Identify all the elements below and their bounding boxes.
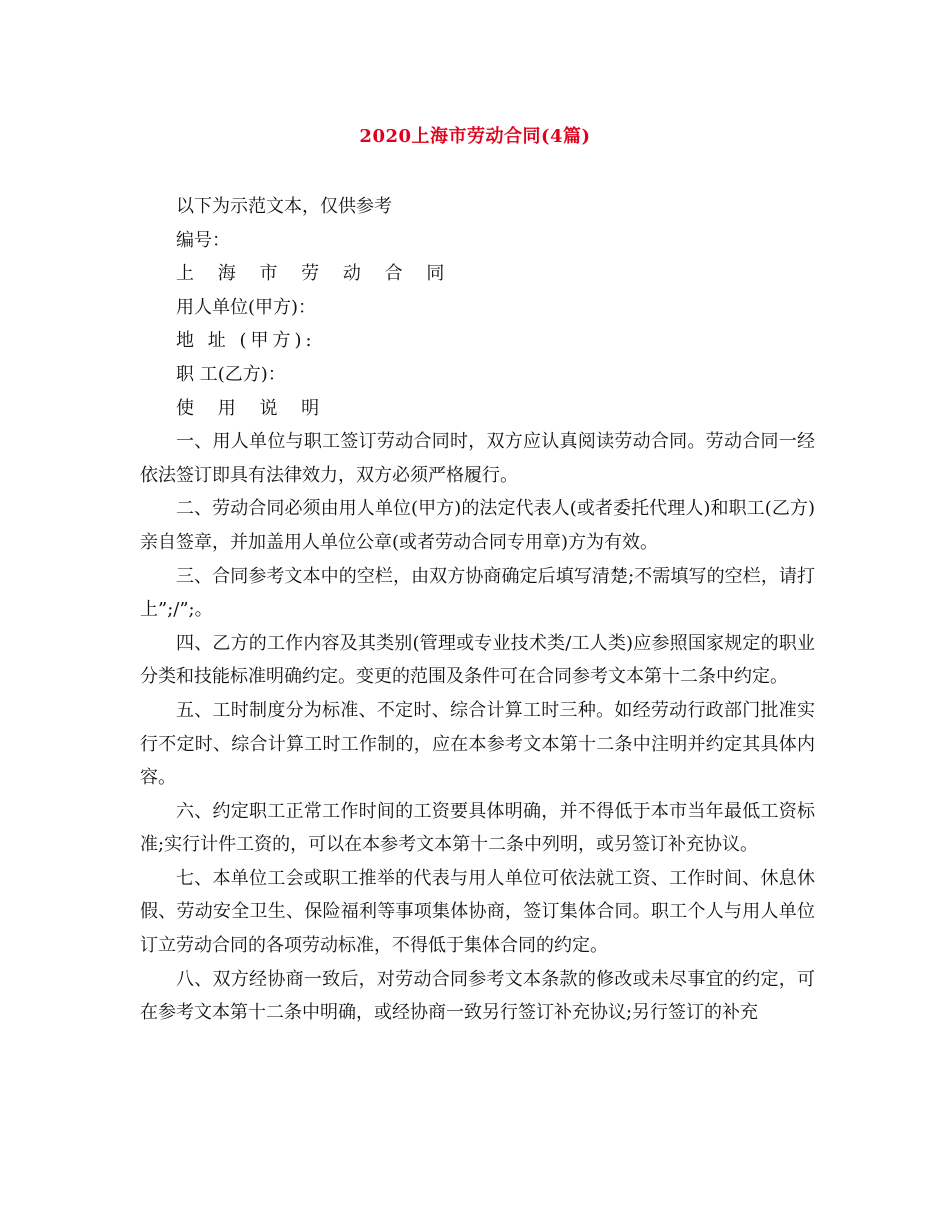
instruction-paragraph-2: 二、劳动合同必须由用人单位(甲方)的法定代表人(或者委托代理人)和职工(乙方)亲自签章，并加盖用人单位公章(或者劳动合同专用章)方为有效。 bbox=[140, 498, 815, 553]
number-label: 编号： bbox=[176, 229, 230, 251]
document-title: 2020上海市劳动合同(4篇) bbox=[359, 126, 591, 147]
instruction-paragraph-4: 四、乙方的工作内容及其类别(管理或专业技术类/工人类)应参照国家规定的职业分类和技能标准明确约定。变更的范围及条件可在合同参考文本第十二条中约定。 bbox=[140, 632, 815, 688]
instructions-heading: 使 用 说 明 bbox=[176, 397, 329, 419]
contract-name: 上 海 市 劳 动 合 同 bbox=[176, 263, 454, 285]
address-label: 地 址 (甲方): bbox=[176, 330, 316, 352]
instruction-paragraph-1: 一、用人单位与职工签订劳动合同时，双方应认真阅读劳动合同。劳动合同一经依法签订即具有法律效力，双方必须严格履行。 bbox=[140, 431, 815, 486]
document-body bbox=[140, 190, 815, 1030]
employer-label: 用人单位(甲方)： bbox=[176, 296, 317, 318]
notice-line: 以下为示范文本，仅供参考 bbox=[176, 196, 392, 217]
employee-label: 职 工(乙方)： bbox=[176, 363, 286, 385]
instruction-paragraph-3: 三、合同参考文本中的空栏，由双方协商确定后填写清楚;不需填写的空栏，请打上”;/”;。 bbox=[140, 565, 815, 621]
instruction-paragraph-7: 七、本单位工会或职工推举的代表与用人单位可依法就工资、工作时间、休息休假、劳动安全卫生、保险福利等事项集体协商，签订集体合同。职工个人与用人单位订立劳动合同的各项劳动标准，不得低于集体合同的约定。 bbox=[140, 867, 815, 957]
instruction-paragraph-5: 五、工时制度分为标准、不定时、综合计算工时三种。如经劳动行政部门批准实行不定时、综合计算工时工作制的，应在本参考文本第十二条中注明并约定其具体内容。 bbox=[140, 699, 815, 789]
instruction-paragraph-6: 六、约定职工正常工作时间的工资要具体明确，并不得低于本市当年最低工资标准;实行计件工资的，可以在本参考文本第十二条中列明，或另签订补充协议。 bbox=[140, 800, 815, 856]
instruction-paragraph-8: 八、双方经协商一致后，对劳动合同参考文本条款的修改或未尽事宜的约定，可在参考文本第十二条中明确，或经协商一致另行签订补充协议;另行签订的补充 bbox=[140, 968, 815, 1024]
